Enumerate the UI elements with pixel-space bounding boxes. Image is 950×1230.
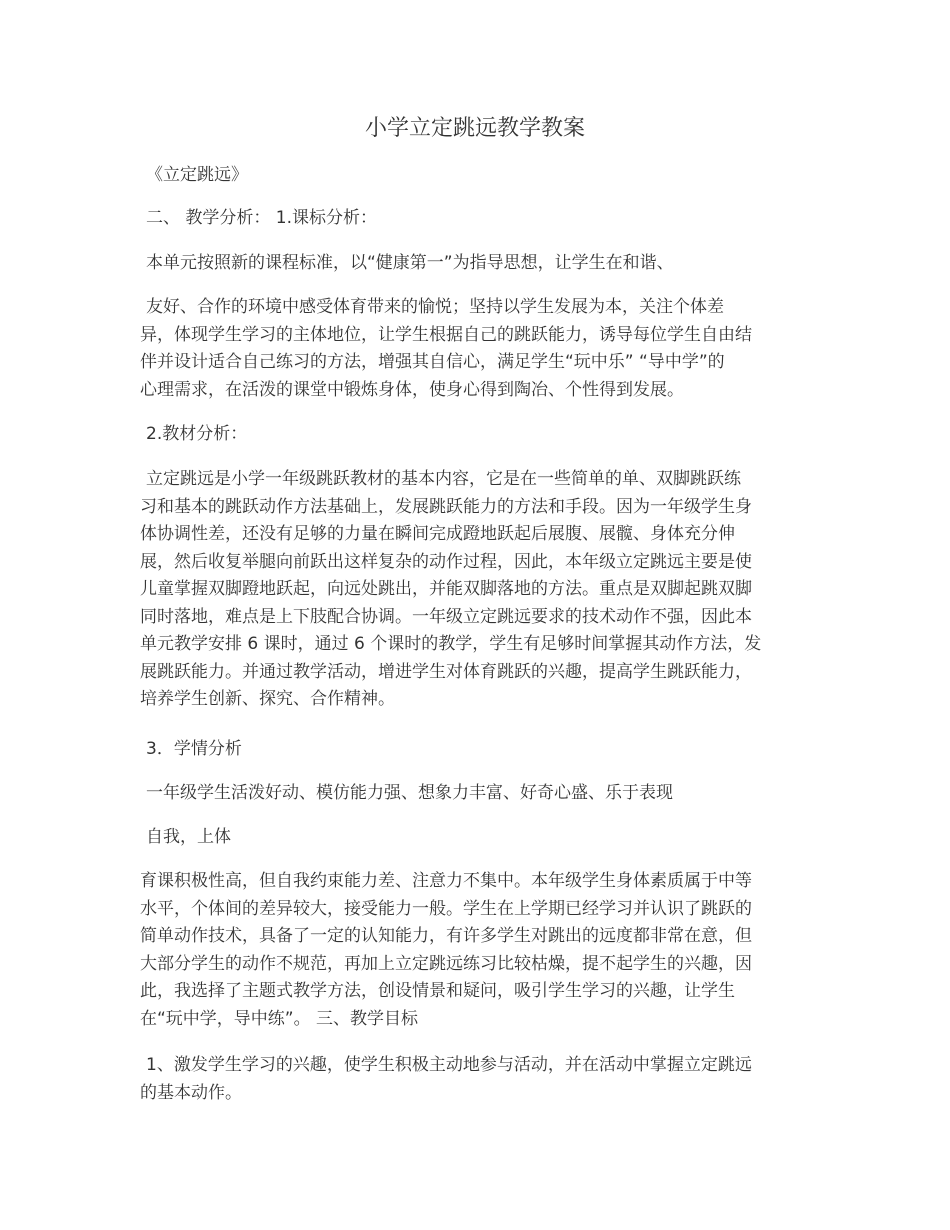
text-line: 伴并设计适合自己练习的方法，增强其自信心，满足学生“玩中乐” “导中学”的: [140, 352, 725, 372]
learner-intro-paragraph: 一年级学生活泼好动、模仿能力强、想象力丰富、好奇心盛、乐于表现: [146, 783, 673, 803]
text-line: 心理需求，在活泼的课堂中锻炼身体，使身心得到陶冶、个性得到发展。: [140, 379, 684, 400]
text-line: 单元教学安排 6 课时，通过 6 个课时的教学，学生有足够时间掌握其动作方法，发: [140, 634, 762, 654]
text-line: 习和基本的跳跃动作方法基础上，发展跳跃能力的方法和手段。因为一年级学生身: [140, 496, 752, 517]
teaching-goal-one: [140, 1052, 812, 1107]
learner-self-line: 自我，上体: [146, 827, 231, 847]
document-title: 小学立定跳远教学教案: [364, 116, 585, 141]
text-line: 在“玩中学，导中练”。 三、教学目标: [140, 1008, 419, 1029]
learner-analysis-heading: 3．学情分析: [146, 739, 242, 759]
text-line: 同时落地，难点是上下肢配合协调。一年级立定跳远要求的技术动作不强，因此本: [140, 606, 752, 627]
text-line: 友好、合作的环境中感受体育带来的愉悦；坚持以学生发展为本，关注个体差: [146, 297, 724, 317]
text-line: 立定跳远是小学一年级跳跃教材的基本内容，它是在一些简单的单、双脚跳跃练: [146, 469, 741, 489]
textbook-analysis-paragraph: [140, 466, 812, 714]
text-line: 异，体现学生学习的主体地位，让学生根据自己的跳跃能力，诱导每位学生自由结: [140, 324, 752, 345]
text-line: 此，我选择了主题式教学方法，创设情景和疑问，吸引学生学习的兴趣，让学生: [140, 981, 735, 1001]
text-line: 的基本动作。: [140, 1082, 242, 1103]
text-line: 育课积极性高，但自我约束能力差、注意力不集中。本年级学生身体素质属于中等: [140, 871, 752, 891]
text-line: 儿童掌握双脚蹬地跃起，向远处跳出，并能双脚落地的方法。重点是双脚起跳双脚: [140, 579, 752, 599]
section-two-heading: 二、 教学分析： 1.课标分析：: [146, 208, 378, 228]
text-line: 1、激发学生学习的兴趣，使学生积极主动地参与活动，并在活动中掌握立定跳远: [146, 1055, 752, 1075]
text-line: 展跳跃能力。并通过教学活动，增进学生对体育跳跃的兴趣，提高学生跳跃能力，: [140, 661, 752, 682]
curriculum-analysis-paragraph: [140, 294, 812, 404]
lesson-subtitle: 《立定跳远》: [146, 165, 248, 185]
text-line: 培养学生创新、探究、合作精神。: [140, 689, 395, 709]
text-line: 大部分学生的动作不规范，再加上立定跳远练习比较枯燥，提不起学生的兴趣，因: [140, 953, 752, 974]
curriculum-intro-paragraph: 本单元按照新的课程标准，以“健康第一”为指导思想，让学生在和谐、: [146, 253, 674, 273]
text-line: 体协调性差，还没有足够的力量在瞬间完成蹬地跃起后展腹、展髋、身体充分伸: [140, 524, 735, 544]
text-line: 简单动作技术，具备了一定的认知能力，有许多学生对跳出的远度都非常在意，但: [140, 926, 752, 946]
text-line: 水平，个体间的差异较大，接受能力一般。学生在上学期已经学习并认识了跳跃的: [140, 898, 752, 919]
learner-analysis-paragraph: [140, 868, 812, 1033]
textbook-analysis-heading: 2.教材分析：: [146, 424, 248, 444]
text-line: 展，然后收复举腿向前跃出这样复杂的动作过程，因此，本年级立定跳远主要是使: [140, 551, 752, 572]
